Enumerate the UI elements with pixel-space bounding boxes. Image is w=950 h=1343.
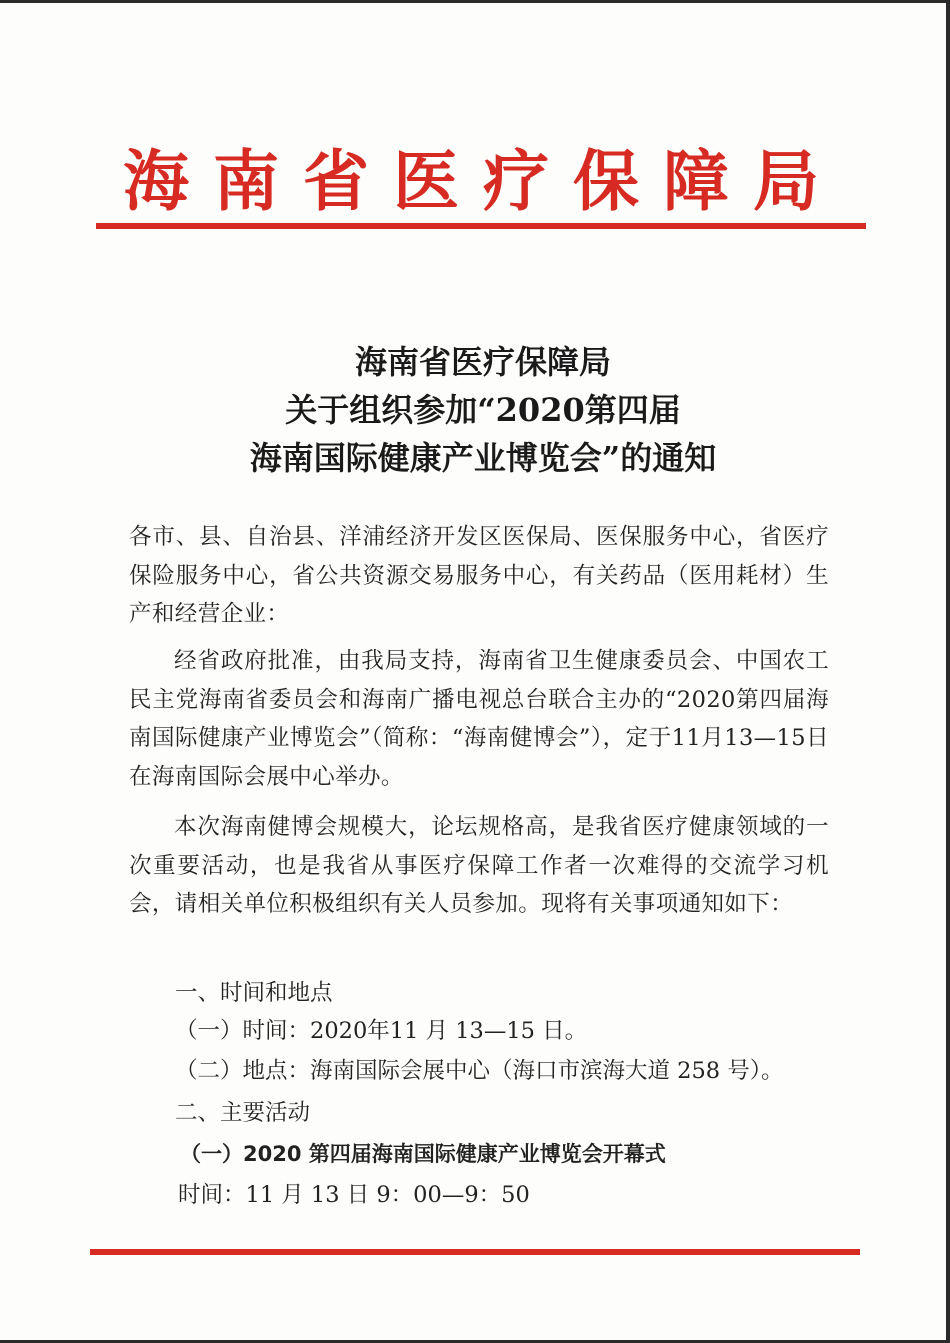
title-line-2: 关于组织参加“2020第四届 [285,391,681,429]
page-edge-right [946,0,950,1343]
masthead-org-name: 海南省医疗保障局 [123,142,843,220]
footer-red-rule [90,1249,860,1255]
title-line-1: 海南省医疗保障局 [354,343,611,381]
title-line-3: 海南国际健康产业博览会”的通知 [249,439,717,477]
body-paragraph-2: 本次海南健博会规模大，论坛规格高，是我省医疗健康领域的一次重要活动，也是我省从事医疗保障工作者一次难得的交流学习机会，请相关单位积极组织有关人员参加。现将有关事项通知如下： [129,814,829,917]
addressee-paragraph: 各市、县、自治县、洋浦经济开发区医保局、医保服务中心，省医疗保险服务中心，省公共资源交易服务中心，有关药品（医用耗材）生产和经营企业： [129,524,829,627]
section-1-place: （二）地点：海南国际会展中心（海口市滨海大道 258 号）。 [175,1058,784,1084]
section-2-item-1-time: 时间：11 月 13 日 9：00—9：50 [178,1182,530,1208]
document-title [100,338,866,482]
section-2-item-1: （一）2020 第四届海南国际健康产业博览会开幕式 [180,1142,666,1166]
body-paragraph-1: 经省政府批准，由我局支持，海南省卫生健康委员会、中国农工民主党海南省委员会和海南广播电视总台联合主办的“2020第四届海南国际健康产业博览会”（简称：“海南健博会”），定于11月13—15日在海南国际会展中心举办。 [129,648,829,790]
page-edge-top [0,0,950,3]
section-1-heading: 一、时间和地点 [175,980,333,1006]
section-1-time: （一）时间：2020年11 月 13—15 日。 [175,1018,588,1044]
section-2-heading: 二、主要活动 [175,1100,311,1126]
masthead-red-rule [96,223,866,229]
